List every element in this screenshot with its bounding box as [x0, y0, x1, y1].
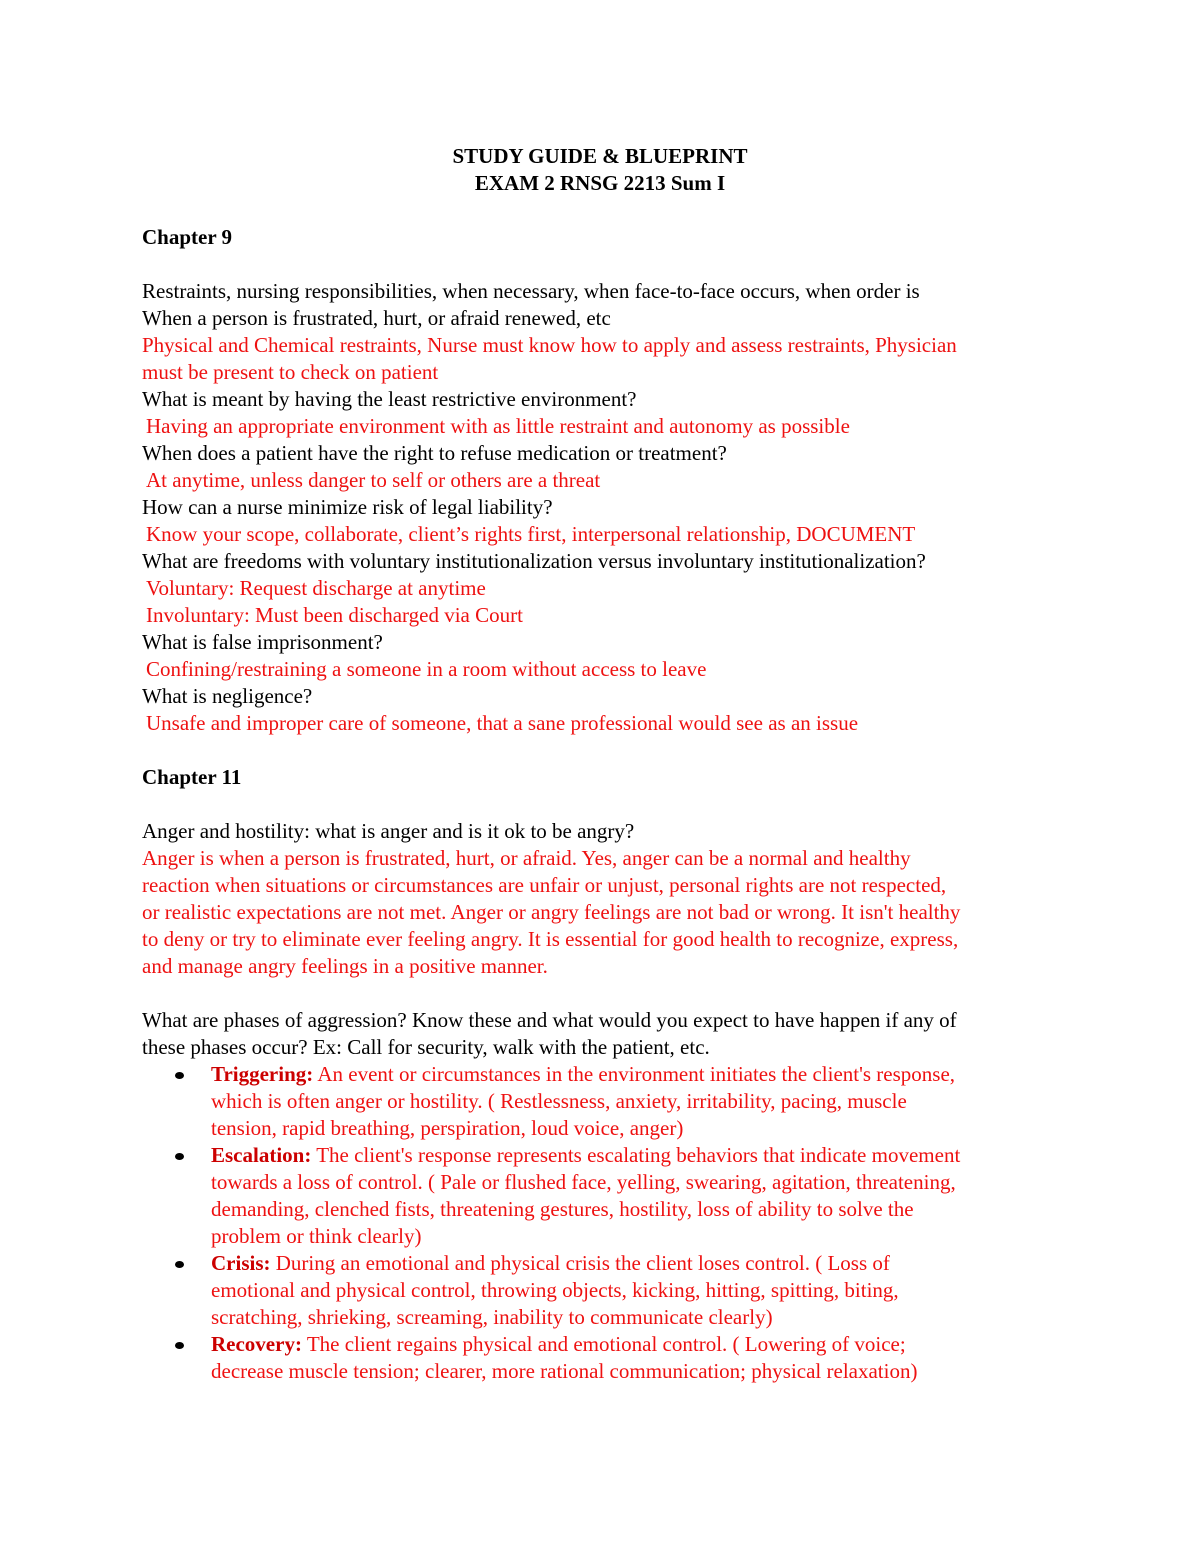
phase-desc: During an emotional and physical crisis the client loses control. ( Loss of: [270, 1251, 890, 1275]
bullet-icon: [175, 1261, 184, 1268]
document-title: [0, 143, 1200, 197]
spacer: [142, 737, 1072, 764]
ch9-answer: Unsafe and improper care of someone, that a sane professional would see as an issue: [146, 711, 859, 735]
phase-desc: emotional and physical control, throwing objects, kicking, hitting, spitting, biting,: [211, 1278, 899, 1302]
bullet-icon: [175, 1153, 184, 1160]
phase-term: Crisis:: [211, 1251, 271, 1275]
ch9-question: When does a patient have the right to refuse medication or treatment?: [142, 441, 727, 465]
ch9-line: When a person is frustrated, hurt, or afraid renewed, etc: [142, 306, 611, 330]
phase-term: Triggering:: [211, 1062, 314, 1086]
phase-item-triggering: [142, 1061, 1072, 1142]
spacer: [142, 980, 1072, 1007]
phase-desc: demanding, clenched fists, threatening gestures, hostility, loss of ability to solve the: [211, 1197, 914, 1221]
ch9-answer-line: Physical and Chemical restraints, Nurse must know how to apply and assess restraints, Physician: [142, 333, 957, 357]
phase-item-crisis: [142, 1250, 1072, 1331]
chapter-9-heading: Chapter 9: [142, 225, 233, 249]
phase-desc: An event or circumstances in the environment initiates the client's response,: [313, 1062, 956, 1086]
aggression-phases-list: [142, 1061, 1072, 1385]
phase-item-escalation: [142, 1142, 1072, 1250]
phase-desc: towards a loss of control. ( Pale or flushed face, yelling, swearing, agitation, threatening,: [211, 1170, 956, 1194]
ch9-answer: At anytime, unless danger to self or others are a threat: [146, 468, 601, 492]
title-line-2: EXAM 2 RNSG 2213 Sum I: [474, 171, 726, 195]
ch11-answer-line: and manage angry feelings in a positive manner.: [142, 954, 548, 978]
bullet-icon: [175, 1072, 184, 1079]
title-line-1: STUDY GUIDE & BLUEPRINT: [452, 144, 748, 168]
chapter-9-section: [142, 278, 1072, 737]
ch9-answer-line: must be present to check on patient: [142, 360, 439, 384]
ch9-answer: Involuntary: Must been discharged via Court: [146, 603, 523, 627]
phase-item-recovery: [142, 1331, 1072, 1385]
ch9-question: What are freedoms with voluntary institutionalization versus involuntary institutionalization?: [142, 549, 926, 573]
phase-desc: scratching, shrieking, screaming, inability to communicate clearly): [211, 1305, 773, 1329]
ch9-question: What is meant by having the least restrictive environment?: [142, 387, 637, 411]
phase-desc: The client's response represents escalating behaviors that indicate movement: [311, 1143, 961, 1167]
ch9-question: What is negligence?: [142, 684, 313, 708]
ch11-question-line: What are phases of aggression? Know these and what would you expect to have happen if any of: [142, 1008, 957, 1032]
ch11-answer-line: reaction when situations or circumstances are unfair or unjust, personal rights are not respected,: [142, 873, 947, 897]
phase-desc: decrease muscle tension; clearer, more rational communication; physical relaxation): [211, 1359, 918, 1383]
ch9-answer: Voluntary: Request discharge at anytime: [146, 576, 486, 600]
ch9-answer: Confining/restraining a someone in a room without access to leave: [146, 657, 707, 681]
ch11-answer-line: Anger is when a person is frustrated, hurt, or afraid. Yes, anger can be a normal and healthy: [142, 846, 911, 870]
ch9-answer: Know your scope, collaborate, client’s rights first, interpersonal relationship, DOCUMENT: [146, 522, 916, 546]
ch9-answer: Having an appropriate environment with as little restraint and autonomy as possible: [146, 414, 850, 438]
ch9-question: How can a nurse minimize risk of legal liability?: [142, 495, 553, 519]
chapter-11-heading: Chapter 11: [142, 765, 242, 789]
ch11-question-line: these phases occur? Ex: Call for security, walk with the patient, etc.: [142, 1035, 710, 1059]
phase-term: Escalation:: [211, 1143, 312, 1167]
bullet-icon: [175, 1342, 184, 1349]
ch11-answer-line: to deny or try to eliminate ever feeling angry. It is essential for good health to recognize, express,: [142, 927, 959, 951]
phase-desc: problem or think clearly): [211, 1224, 422, 1248]
spacer: [142, 251, 1072, 278]
ch11-question: Anger and hostility: what is anger and is it ok to be angry?: [142, 819, 635, 843]
phase-desc: which is often anger or hostility. ( Restlessness, anxiety, irritability, pacing, muscle: [211, 1089, 907, 1113]
document-body: [142, 224, 1072, 1385]
chapter-11-section: [142, 818, 1072, 1385]
ch9-line: Restraints, nursing responsibilities, when necessary, when face-to-face occurs, when order is: [142, 279, 920, 303]
ch9-question: What is false imprisonment?: [142, 630, 383, 654]
phase-term: Recovery:: [211, 1332, 302, 1356]
phase-desc: The client regains physical and emotional control. ( Lowering of voice;: [301, 1332, 906, 1356]
phase-desc: tension, rapid breathing, perspiration, loud voice, anger): [211, 1116, 684, 1140]
ch11-answer-line: or realistic expectations are not met. Anger or angry feelings are not bad or wrong. It isn't healthy: [142, 900, 961, 924]
spacer: [142, 791, 1072, 818]
